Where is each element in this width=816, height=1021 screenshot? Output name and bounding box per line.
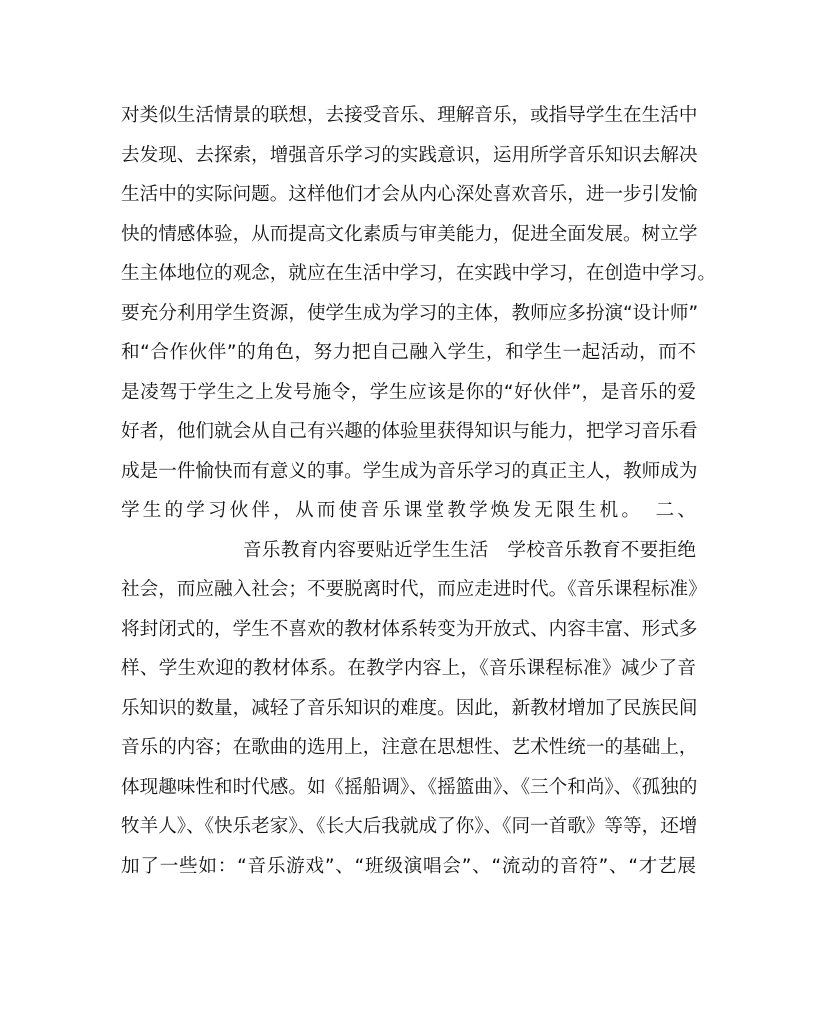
text-line: 将封闭式的，学生不喜欢的教材体系转变为开放式、内容丰富、形式多	[121, 619, 698, 640]
text-line: 生活中的实际问题。这样他们才会从内心深处喜欢音乐，进一步引发愉	[121, 184, 698, 205]
text-line: 生主体地位的观念，就应在生活中学习，在实践中学习，在创造中学习。	[121, 263, 717, 284]
text-line: 快的情感体验，从而提高文化素质与审美能力，促进全面发展。树立学	[121, 224, 698, 245]
text-line: 和“合作伙伴”的角色，努力把自己融入学生，和学生一起活动，而不	[121, 342, 696, 363]
text-line: 音乐的内容；在歌曲的选用上，注意在思想性、艺术性统一的基础上，	[121, 737, 698, 758]
text-line: 对类似生活情景的联想，去接受音乐、理解音乐，或指导学生在生活中	[121, 105, 698, 126]
text-line: 去发现、去探索，增强音乐学习的实践意识，运用所学音乐知识去解决	[121, 145, 698, 166]
text-line: 乐知识的数量，减轻了音乐知识的难度。因此，新教材增加了民族民间	[121, 698, 698, 719]
text-line: 牧羊人》、《快乐老家》、《长大后我就成了你》、《同一首歌》等等，还增	[121, 816, 698, 837]
text-line: 学生的学习伙伴，从而使音乐课堂教学焕发无限生机。 二、	[121, 500, 696, 521]
text-line: 加了一些如：“音乐游戏”、“班级演唱会”、“流动的音符”、“才艺展	[121, 856, 696, 877]
text-line: 是凌驾于学生之上发号施令，学生应该是你的“好伙伴”，是音乐的爱	[121, 382, 696, 403]
text-line: 体现趣味性和时代感。如《摇船调》、《摇篮曲》、《三个和尚》、《孤独的	[121, 777, 698, 798]
text-line: 样、学生欢迎的教材体系。在教学内容上，《音乐课程标准》减少了音	[121, 658, 696, 679]
text-line: 要充分利用学生资源，使学生成为学习的主体，教师应多扮演“设计师”	[121, 303, 699, 324]
section-heading-line: 音乐教育内容要贴近学生生活 学校音乐教育不要拒绝	[243, 540, 696, 561]
text-line: 好者，他们就会从自己有兴趣的体验里获得知识与能力，把学习音乐看	[121, 421, 698, 442]
text-line: 成是一件愉快而有意义的事。学生成为音乐学习的真正主人，教师成为	[121, 461, 698, 482]
text-line: 社会，而应融入社会；不要脱离时代，而应走进时代。《音乐课程标准》	[121, 579, 707, 600]
